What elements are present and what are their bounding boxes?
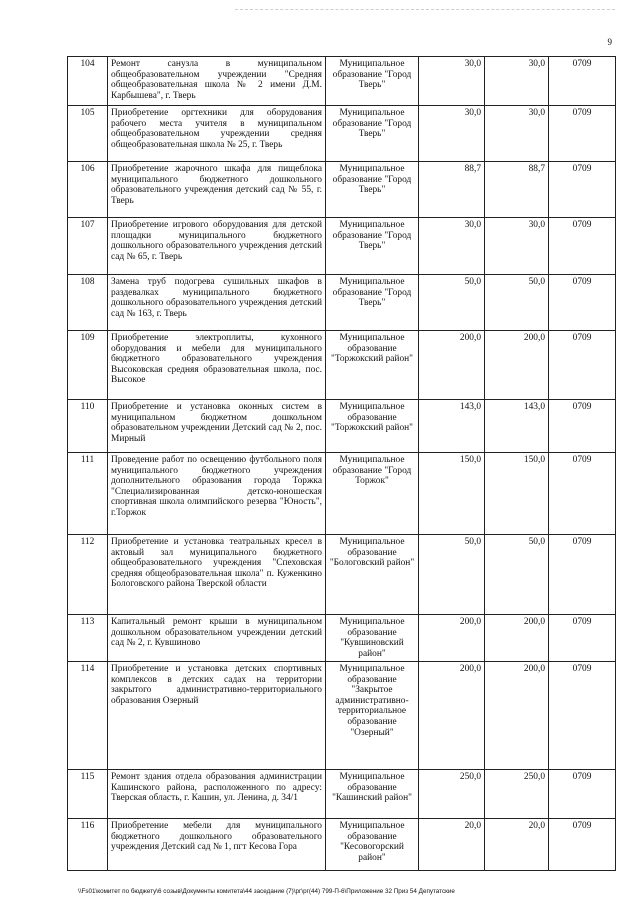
row-budget-code: 0709 bbox=[549, 535, 616, 615]
table-row bbox=[68, 662, 616, 770]
row-budget-code: 0709 bbox=[549, 106, 616, 162]
row-municipality: Муниципальное образование "Бологовский район" bbox=[326, 535, 419, 615]
row-description: Ремонт санузла в муниципальном общеобразовательном учреждении "Средняя общеобразовательная школа № 2 имени Д.М. Карбышева", г. Тверь bbox=[108, 57, 326, 106]
row-amount-1: 50,0 bbox=[419, 275, 485, 331]
table-row bbox=[68, 535, 616, 615]
row-description: Приобретение мебели для муниципального бюджетного дошкольного образовательного учреждения Детский сад № 1, пгт Кесова Гора bbox=[108, 819, 326, 871]
row-description: Приобретение и установка детских спортивных комплексов в детских садах на территории закрытого административно-территориального образования Озерный bbox=[108, 662, 326, 770]
row-amount-2: 88,7 bbox=[485, 162, 549, 218]
row-budget-code: 0709 bbox=[549, 400, 616, 453]
row-budget-code: 0709 bbox=[549, 453, 616, 535]
row-amount-2: 20,0 bbox=[485, 819, 549, 871]
row-municipality: Муниципальное образование "Кесовогорский район" bbox=[326, 819, 419, 871]
row-amount-2: 30,0 bbox=[485, 218, 549, 275]
row-description: Проведение работ по освещению футбольного поля муниципального бюджетного учреждения дополнительного образования города Торжка "Специализированная детско-юношеская спортивная школа олимпийского резерва "Юность", г.Торжок bbox=[108, 453, 326, 535]
row-number: 115 bbox=[68, 770, 108, 819]
table-row bbox=[68, 453, 616, 535]
scan-top-line bbox=[235, 9, 615, 10]
row-amount-1: 20,0 bbox=[419, 819, 485, 871]
page-number: 9 bbox=[607, 37, 612, 47]
row-number: 116 bbox=[68, 819, 108, 871]
row-number: 114 bbox=[68, 662, 108, 770]
row-municipality: Муниципальное образование "Торжокский район" bbox=[326, 400, 419, 453]
row-amount-2: 200,0 bbox=[485, 331, 549, 400]
row-number: 112 bbox=[68, 535, 108, 615]
row-amount-1: 30,0 bbox=[419, 218, 485, 275]
table-row bbox=[68, 106, 616, 162]
row-amount-2: 30,0 bbox=[485, 106, 549, 162]
row-description: Приобретение электроплиты, кухонного оборудования и мебели для муниципального бюджетного образовательного учреждения Высоковская средняя образовательная школа, пос. Высокое bbox=[108, 331, 326, 400]
row-description: Приобретение и установка театральных кресел в актовый зал муниципального бюджетного общеобразовательного учреждения "Спеховская средняя общеобразовательная школа" п. Куженкино Бологовского района Тверской области bbox=[108, 535, 326, 615]
row-description: Приобретение игрового оборудования для детской площадки муниципального бюджетного дошкольного образовательного учреждения детский сад № 65, г. Тверь bbox=[108, 218, 326, 275]
row-budget-code: 0709 bbox=[549, 57, 616, 106]
row-number: 113 bbox=[68, 615, 108, 662]
row-budget-code: 0709 bbox=[549, 819, 616, 871]
row-municipality: Муниципальное образование "Кувшиновский район" bbox=[326, 615, 419, 662]
table-row bbox=[68, 615, 616, 662]
row-number: 108 bbox=[68, 275, 108, 331]
row-amount-2: 250,0 bbox=[485, 770, 549, 819]
row-amount-2: 200,0 bbox=[485, 615, 549, 662]
row-budget-code: 0709 bbox=[549, 218, 616, 275]
row-description: Приобретение и установка оконных систем в муниципальном бюджетном дошкольном образовательном учреждении Детский сад № 2, пос. Мирный bbox=[108, 400, 326, 453]
row-municipality: Муниципальное образование "Торжокский район" bbox=[326, 331, 419, 400]
table-row bbox=[68, 331, 616, 400]
row-amount-2: 150,0 bbox=[485, 453, 549, 535]
row-budget-code: 0709 bbox=[549, 615, 616, 662]
row-number: 111 bbox=[68, 453, 108, 535]
table-row bbox=[68, 275, 616, 331]
table-row bbox=[68, 218, 616, 275]
row-amount-1: 88,7 bbox=[419, 162, 485, 218]
row-number: 105 bbox=[68, 106, 108, 162]
row-amount-2: 30,0 bbox=[485, 57, 549, 106]
table-row bbox=[68, 57, 616, 106]
table-row bbox=[68, 400, 616, 453]
budget-table bbox=[67, 56, 616, 871]
row-amount-1: 50,0 bbox=[419, 535, 485, 615]
row-budget-code: 0709 bbox=[549, 275, 616, 331]
row-amount-2: 200,0 bbox=[485, 662, 549, 770]
row-amount-1: 200,0 bbox=[419, 331, 485, 400]
row-municipality: Муниципальное образование "Город Тверь" bbox=[326, 218, 419, 275]
row-number: 107 bbox=[68, 218, 108, 275]
row-amount-1: 250,0 bbox=[419, 770, 485, 819]
row-municipality: Муниципальное образование "Закрытое административно-территориальное образование "Озерный" bbox=[326, 662, 419, 770]
row-description: Приобретение оргтехники для оборудования рабочего места учителя в муниципальном общеобразовательном учреждении средняя общеобразовательная школа № 25, г. Тверь bbox=[108, 106, 326, 162]
row-number: 110 bbox=[68, 400, 108, 453]
row-budget-code: 0709 bbox=[549, 662, 616, 770]
row-description: Замена труб подогрева сушильных шкафов в раздевалках муниципального бюджетного дошкольного образовательного учреждения детский сад № 163, г. Тверь bbox=[108, 275, 326, 331]
row-number: 104 bbox=[68, 57, 108, 106]
row-number: 109 bbox=[68, 331, 108, 400]
row-municipality: Муниципальное образование "Город Тверь" bbox=[326, 106, 419, 162]
row-amount-1: 200,0 bbox=[419, 662, 485, 770]
row-amount-1: 30,0 bbox=[419, 57, 485, 106]
row-municipality: Муниципальное образование "Город Тверь" bbox=[326, 57, 419, 106]
row-description: Ремонт здания отдела образования администрации Кашинского района, расположенного по адресу: Тверская область, г. Кашин, ул. Ленина, д. 34/1 bbox=[108, 770, 326, 819]
row-amount-2: 50,0 bbox=[485, 275, 549, 331]
row-municipality: Муниципальное образование "Город Тверь" bbox=[326, 275, 419, 331]
table-row bbox=[68, 770, 616, 819]
table-row bbox=[68, 819, 616, 871]
row-budget-code: 0709 bbox=[549, 162, 616, 218]
row-amount-1: 200,0 bbox=[419, 615, 485, 662]
row-description: Капитальный ремонт крыши в муниципальном дошкольном образовательном учреждении детский сад № 2, г. Кувшиново bbox=[108, 615, 326, 662]
row-municipality: Муниципальное образование "Город Торжок" bbox=[326, 453, 419, 535]
row-amount-1: 30,0 bbox=[419, 106, 485, 162]
row-amount-1: 150,0 bbox=[419, 453, 485, 535]
row-amount-1: 143,0 bbox=[419, 400, 485, 453]
file-path-footer: \\Fs01\комитет по бюджету\6 созыв\Документы комитета\44 заседание (7)\рг\рг(44) 799-П-6\Приложение 32 Приз 54 Депутатские bbox=[78, 888, 455, 895]
row-amount-2: 143,0 bbox=[485, 400, 549, 453]
row-number: 106 bbox=[68, 162, 108, 218]
row-budget-code: 0709 bbox=[549, 331, 616, 400]
row-municipality: Муниципальное образование "Кашинский район" bbox=[326, 770, 419, 819]
row-municipality: Муниципальное образование "Город Тверь" bbox=[326, 162, 419, 218]
row-amount-2: 50,0 bbox=[485, 535, 549, 615]
row-description: Приобретение жарочного шкафа для пищеблока муниципального бюджетного дошкольного образовательного учреждения детский сад № 55, г. Тверь bbox=[108, 162, 326, 218]
row-budget-code: 0709 bbox=[549, 770, 616, 819]
table-row bbox=[68, 162, 616, 218]
